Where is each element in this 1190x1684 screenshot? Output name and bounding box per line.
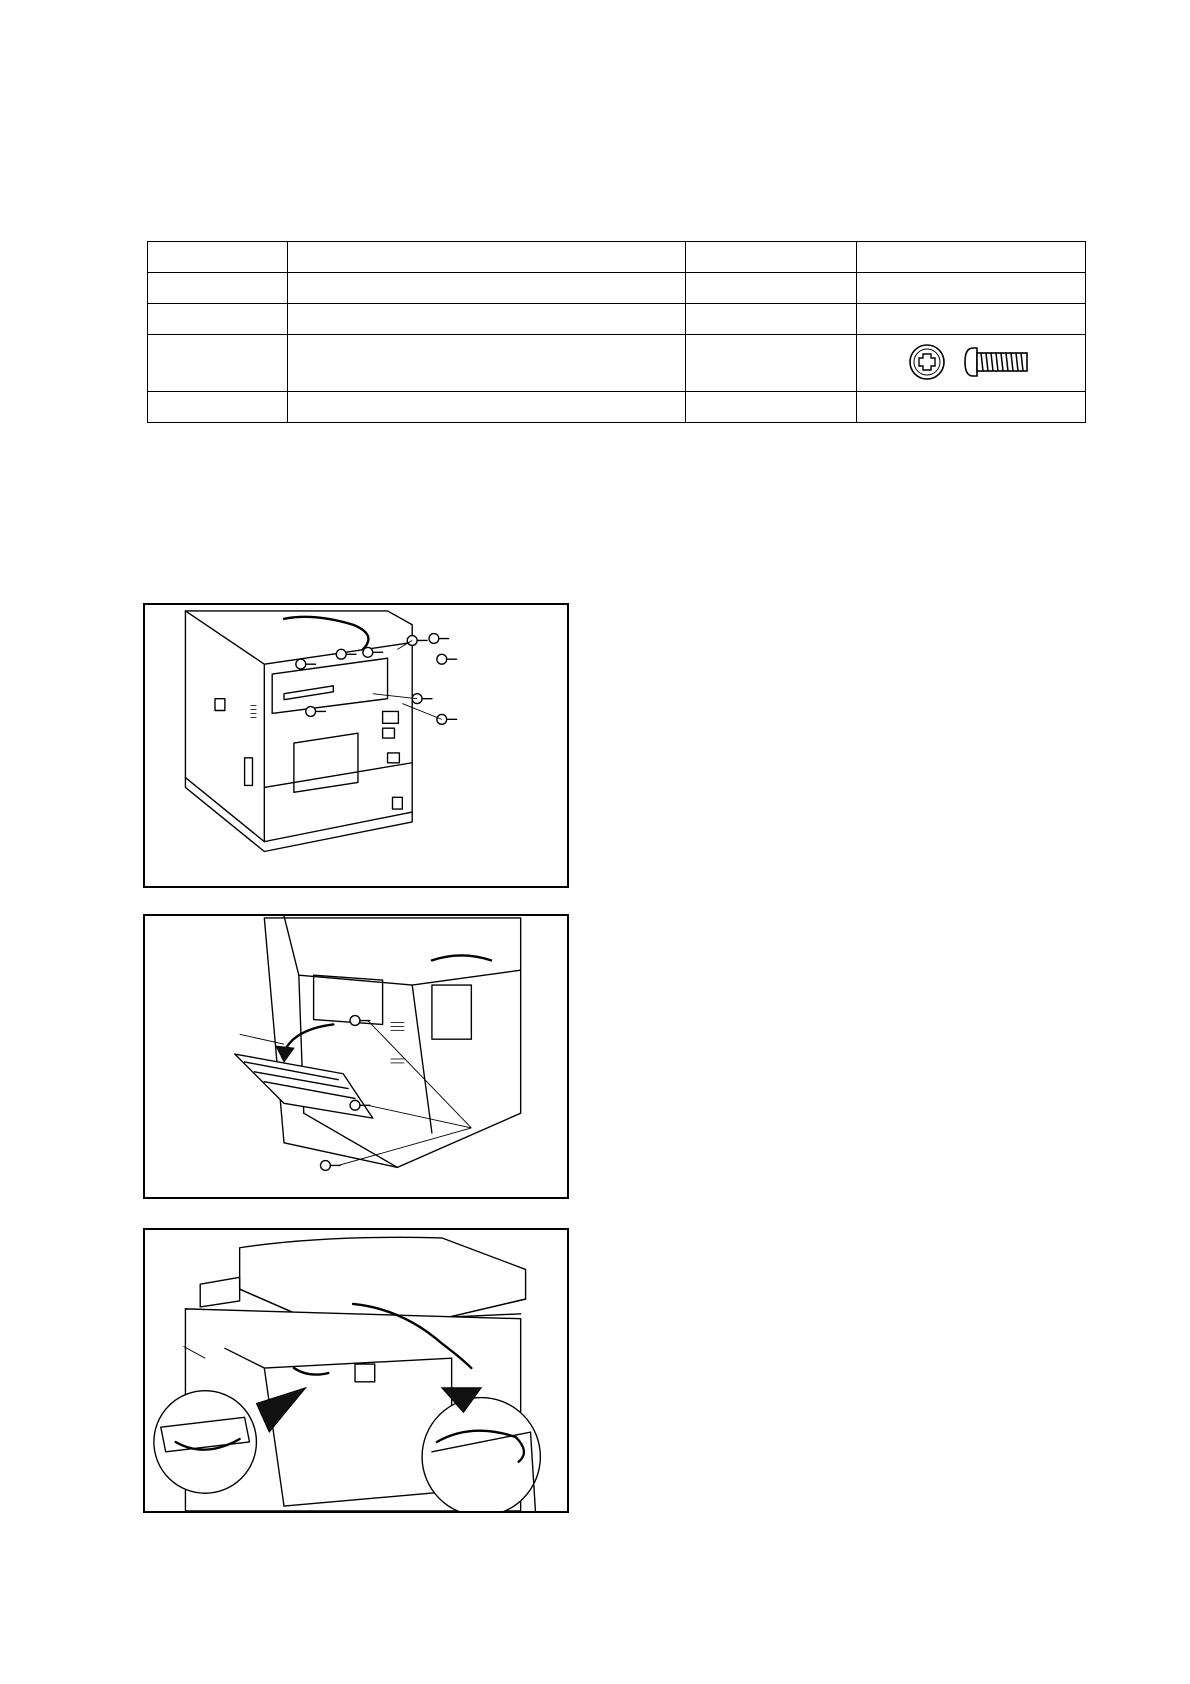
table-cell-name bbox=[288, 392, 686, 423]
figure-rear-screws bbox=[143, 603, 569, 888]
side-machine-illustration bbox=[145, 916, 567, 1197]
table-cell-name bbox=[288, 273, 686, 304]
rear-machine-illustration bbox=[145, 605, 567, 886]
table-row bbox=[148, 242, 1086, 273]
table-cell-no bbox=[148, 304, 288, 335]
table-cell-illustration bbox=[857, 304, 1086, 335]
table-cell-name bbox=[288, 304, 686, 335]
table-cell-qty bbox=[686, 304, 857, 335]
table-cell-qty bbox=[686, 242, 857, 273]
table-cell-qty bbox=[686, 392, 857, 423]
screw-icon bbox=[437, 714, 457, 724]
cable-routing-illustration bbox=[145, 1230, 567, 1511]
table-cell-name bbox=[288, 242, 686, 273]
table-row bbox=[148, 335, 1086, 392]
figure-side-cover bbox=[143, 914, 569, 1199]
screw-icon bbox=[321, 1161, 341, 1171]
screw-icon bbox=[429, 634, 449, 644]
screw-icon bbox=[407, 636, 427, 646]
screw-icon bbox=[437, 654, 457, 664]
detail-circle-left bbox=[154, 1391, 257, 1494]
parts-table bbox=[147, 241, 1086, 423]
table-row bbox=[148, 273, 1086, 304]
table-row bbox=[148, 392, 1086, 423]
table-cell-name bbox=[288, 335, 686, 392]
table-cell-no bbox=[148, 335, 288, 392]
figure-cable-routing bbox=[143, 1228, 569, 1513]
table-cell-qty bbox=[686, 335, 857, 392]
table-cell-illustration bbox=[857, 392, 1086, 423]
table-cell-no bbox=[148, 273, 288, 304]
table-cell-no bbox=[148, 242, 288, 273]
detail-circle-right bbox=[422, 1398, 540, 1511]
table-row bbox=[148, 304, 1086, 335]
screw-icon bbox=[901, 340, 1041, 384]
table-cell-illustration bbox=[857, 242, 1086, 273]
table-cell-illustration bbox=[857, 273, 1086, 304]
table-cell-qty bbox=[686, 273, 857, 304]
table-cell-illustration bbox=[857, 335, 1086, 392]
table-cell-no bbox=[148, 392, 288, 423]
